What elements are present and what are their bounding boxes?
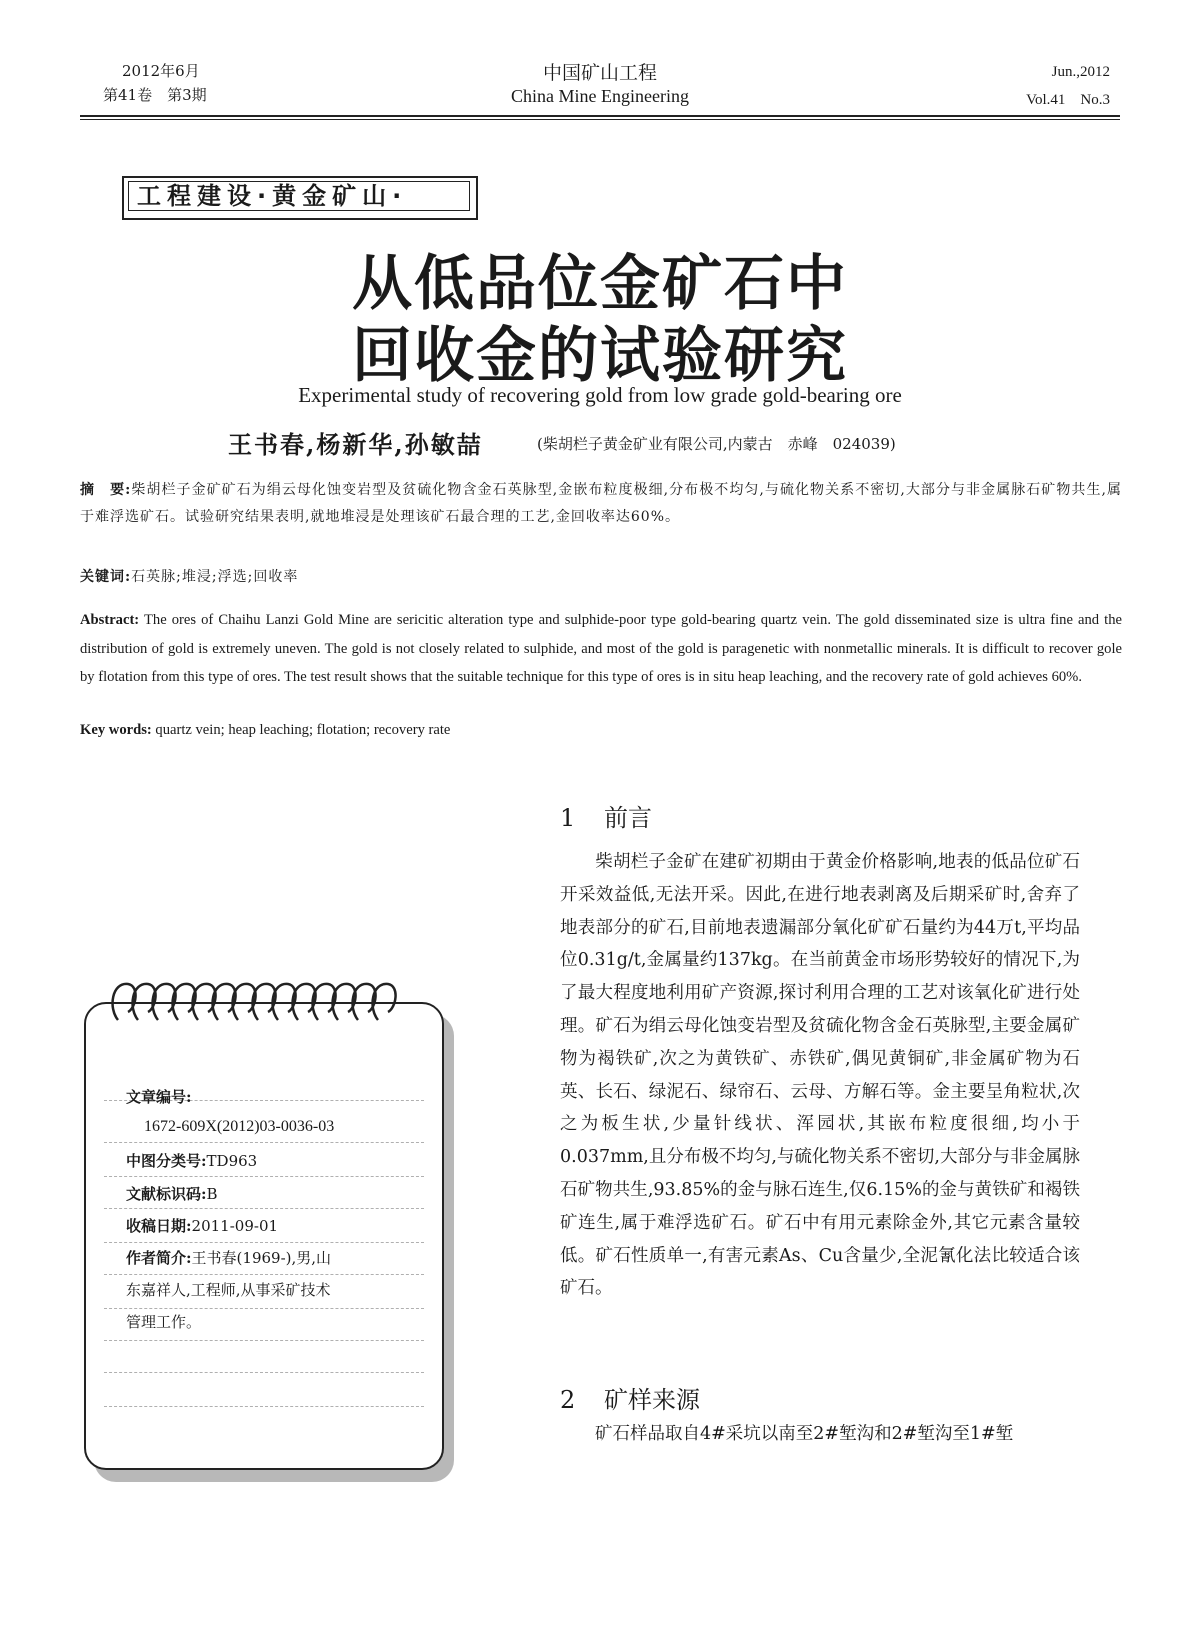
section-1-heading (560, 798, 652, 833)
document-code (126, 1183, 218, 1204)
affiliation: (柴胡栏子黄金矿业有限公司,内蒙古 赤峰 024039) (537, 435, 896, 453)
ruled-line (104, 1308, 424, 1309)
keywords-en-label: Key words: (80, 722, 152, 738)
header-rule-thick (80, 115, 1120, 117)
author-bio-line-1: 王书春(1969-),男,山 (191, 1249, 332, 1267)
authors: 王书春,杨新华,孙敏喆 (228, 430, 483, 459)
ruled-line (104, 1142, 424, 1143)
section-1-number: 1 (560, 804, 576, 832)
author-bio-label: 作者简介: (126, 1249, 192, 1267)
abstract-en-text: The ores of Chaihu Lanzi Gold Mine are sericitic alteration type and sulphide-poor type gold-bearing quartz vein. The gold disseminated size is ultra fine and the distribution of gold is extremely uneven. The gold is not closely related to sulphide, and most of the gold is paragenetic with nonmetallic minerals. It is difficult to recover gole by flotation from this type of ores. The test result shows that the suitable technique for this type of ores is in situ heap leaching, and the recovery rate of gold achieves 60%. (80, 612, 1122, 685)
ruled-line (104, 1372, 424, 1373)
clc-label: 中图分类号: (126, 1152, 207, 1170)
spiral-binding-icon (106, 968, 436, 1038)
received-date-label: 收稿日期: (126, 1217, 192, 1235)
ruled-line (104, 1242, 424, 1243)
ruled-line (104, 1340, 424, 1341)
keywords-cn-text: 石英脉;堆浸;浮选;回收率 (131, 569, 299, 585)
document-code-value: B (206, 1185, 218, 1203)
journal-volume-issue-en: Vol.41 No.3 (1026, 92, 1110, 108)
ruled-line (104, 1406, 424, 1407)
keywords-en (80, 722, 450, 739)
section-1-body (560, 846, 1080, 1305)
abstract-cn-text: 柴胡栏子金矿矿石为绢云母化蚀变岩型及贫硫化物含金石英脉型,金嵌布粒度极细,分布极不均匀,与硫化物关系不密切,大部分与非金属脉石矿物共生,属于难浮选矿石。试验研究结果表明,就地堆浸是处理该矿石最合理的工艺,金回收率达60%。 (80, 482, 1123, 525)
section-2-text: 矿石样品取自4#采坑以南至2#堑沟和2#堑沟至1#堑 (595, 1424, 1014, 1444)
title-english: Experimental study of recovering gold from low grade gold-bearing ore (298, 383, 902, 407)
author-bio-line-3: 管理工作。 (126, 1313, 202, 1331)
journal-date: 2012年6月 (122, 62, 200, 80)
journal-date-en: Jun.,2012 (1051, 64, 1110, 80)
header-rule-thin (80, 119, 1120, 120)
abstract-en-label: Abstract: (80, 612, 140, 628)
title-line-1: 从低品位金矿石中 (352, 249, 848, 319)
journal-name-cn: 中国矿山工程 (542, 62, 657, 84)
author-bio-line-2: 东嘉祥人,工程师,从事采矿技术 (126, 1281, 331, 1299)
author-bio (126, 1247, 331, 1268)
document-code-label: 文献标识码: (126, 1185, 207, 1203)
keywords-cn-label: 关键词: (80, 569, 132, 585)
journal-name-en: China Mine Engineering (511, 86, 689, 106)
title-line-2: 回收金的试验研究 (352, 321, 848, 391)
section-1-text: 柴胡栏子金矿在建矿初期由于黄金价格影响,地表的低品位矿石开采效益低,无法开采。因此,在进行地表剥离及后期采矿时,舍弃了地表部分的矿石,目前地表遗漏部分氧化矿矿石量约为44万t,平均品位0.31g/t,金属量约137kg。在当前黄金市场形势较好的情况下,为了最大程度地利用矿产资源,探讨利用合理的工艺对该氧化矿进行处理。矿石为绢云母化蚀变岩型及贫硫化物含金石英脉型,主要金属矿物为褐铁矿,次之为黄铁矿、赤铁矿,偶见黄铜矿,非金属矿物为石英、长石、绿泥石、绿帘石、云母、方解石等。金主要呈角粒状,次之为板生状,少量针线状、浑园状,其嵌布粒度很细,均小于0.037mm,且分布极不均匀,与硫化物关系不密切,大部分与非金属脉石矿物共生,93.85%的金与脉石连生,仅6.15%的金与黄铁矿和褐铁矿连生,属于难浮选矿石。矿石中有用元素除金外,其它元素含量较低。矿石性质单一,有害元素As、Cu含量少,全泥氰化法比较适合该矿石。 (560, 852, 1080, 1299)
ruled-line (104, 1208, 424, 1209)
ruled-line (104, 1176, 424, 1177)
received-date (126, 1215, 278, 1236)
abstract-cn-label: 摘 要: (80, 482, 132, 498)
section-2-number: 2 (560, 1386, 576, 1414)
keywords-cn (80, 566, 298, 586)
column-tag: 工程建设·黄金矿山· (128, 181, 470, 211)
section-2-title: 矿样来源 (604, 1386, 700, 1414)
abstract-en (80, 606, 1122, 692)
keywords-en-text: quartz vein; heap leaching; flotation; recovery rate (151, 722, 451, 738)
article-number: 1672-609X(2012)03-0036-03 (144, 1118, 335, 1135)
clc-value: TD963 (206, 1152, 258, 1170)
received-date-value: 2011-09-01 (191, 1217, 279, 1235)
journal-volume-issue: 第41卷 第3期 (103, 86, 207, 104)
article-number-label: 文章编号: (126, 1088, 192, 1106)
ruled-line (104, 1274, 424, 1275)
section-1-title: 前言 (604, 804, 652, 832)
clc-number (126, 1150, 257, 1171)
abstract-cn (80, 477, 1122, 531)
section-2-heading (560, 1380, 700, 1415)
